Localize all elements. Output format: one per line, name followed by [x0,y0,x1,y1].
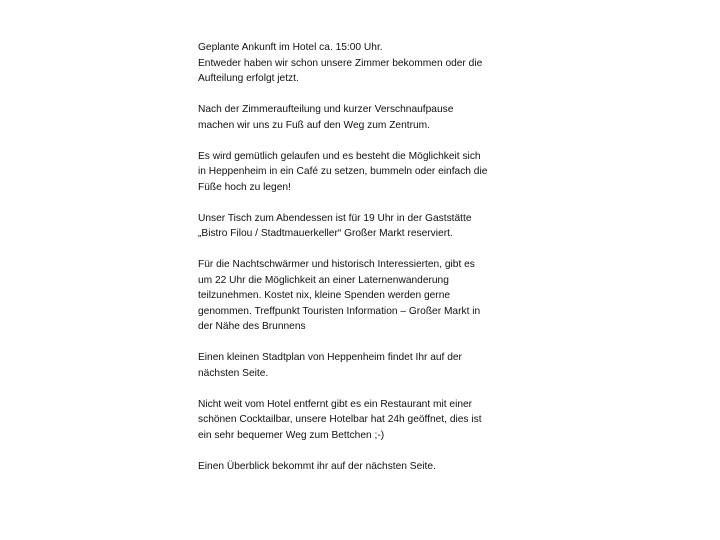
text-line: Nach der Zimmeraufteilung und kurzer Verschnaufpause [198,104,454,115]
paragraph-arrival [198,40,518,87]
text-line: Aufteilung erfolgt jetzt. [198,73,299,84]
text-line: teilzunehmen. Kostet nix, kleine Spenden werden gerne [198,290,451,301]
text-line: Es wird gemütlich gelaufen und es besteht die Möglichkeit sich [198,150,481,162]
text-line: „Bistro Filou / Stadtmauerkeller“ Großer Markt reserviert. [198,228,453,239]
paragraph-dinner [198,211,518,242]
paragraph-walk-to-center [198,102,518,133]
text-line: schönen Cocktailbar, unsere Hotelbar hat 24h geöffnet, dies ist [198,414,482,425]
text-line: in Heppenheim in ein Café zu setzen, bummeln oder einfach die [198,166,488,177]
paragraph-lantern-walk [198,257,518,335]
paragraph-overview [198,459,518,475]
text-line: Nicht weit vom Hotel entfernt gibt es ein Restaurant mit einer [198,398,473,410]
text-line: Einen Überblick bekommt ihr auf der nächsten Seite. [198,460,436,472]
text-line: der Nähe des Brunnens [198,321,306,332]
text-line: Unser Tisch zum Abendessen ist für 19 Uhr in der Gaststätte [198,212,472,224]
paragraph-cocktail-bar [198,397,518,444]
paragraph-city-map [198,350,518,381]
text-line: Geplante Ankunft im Hotel ca. 15:00 Uhr. [198,42,383,53]
text-line: Für die Nachtschwärmer und historisch Interessierten, gibt es [198,259,475,270]
paragraph-cafe [198,149,518,196]
text-line: Einen kleinen Stadtplan von Heppenheim findet Ihr auf der [198,352,462,363]
text-line: Füße hoch zu legen! [198,181,291,193]
text-line: Entweder haben wir schon unsere Zimmer bekommen oder die [198,57,483,69]
text-line: nächsten Seite. [198,367,269,379]
text-line: genommen. Treffpunkt Touristen Information – Großer Markt in [198,305,481,317]
text-line: um 22 Uhr die Möglichkeit an einer Laternenwanderung [198,274,449,286]
text-line: ein sehr bequemer Weg zum Bettchen ;-) [198,429,385,441]
body-text [198,40,518,490]
text-line: machen wir uns zu Fuß auf den Weg zum Zentrum. [198,119,430,131]
